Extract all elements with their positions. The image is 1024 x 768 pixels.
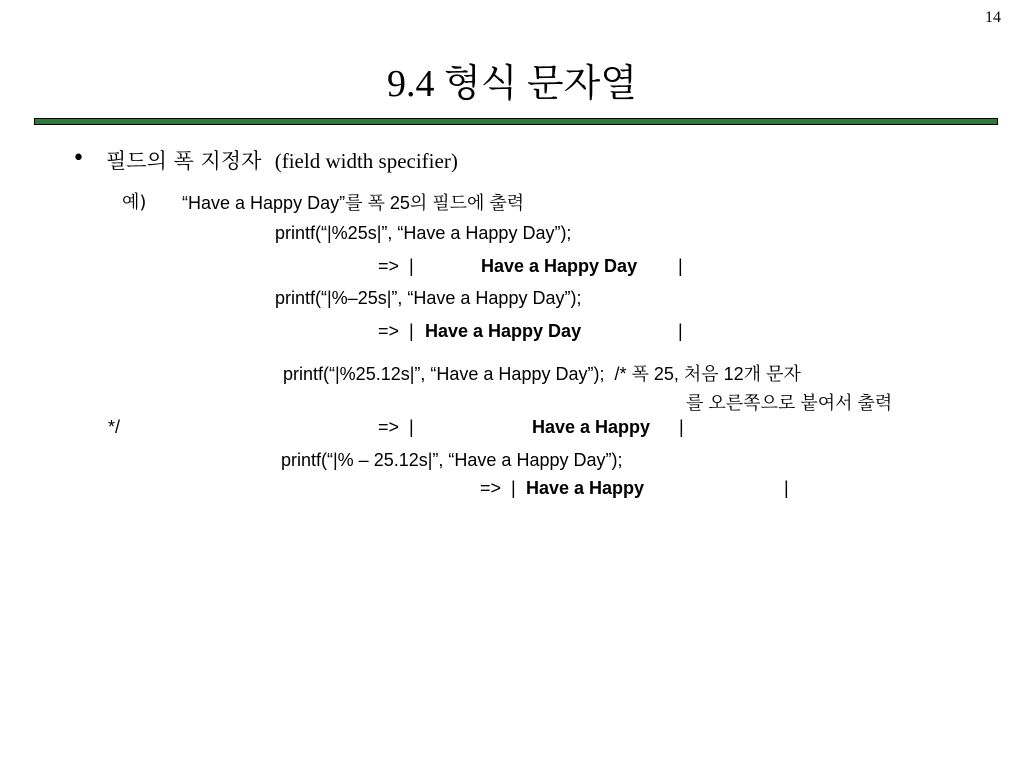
output-suffix-2: | (678, 321, 683, 341)
output-value-1: Have a Happy Day (481, 256, 638, 276)
code-line-2: printf(“|%–25s|”, “Have a Happy Day”); (275, 288, 582, 308)
output-prefix-3: => | (378, 417, 414, 437)
code-line-1: printf(“|%25s|”, “Have a Happy Day”); (275, 223, 572, 243)
example-intro-quote: “ (182, 193, 188, 213)
title-divider (34, 118, 998, 125)
output-value-4: Have a Happy (526, 478, 645, 498)
output-prefix-1: => | (378, 256, 414, 276)
output-value-3: Have a Happy (532, 417, 651, 437)
example-label: 예) (122, 192, 147, 213)
code-line-4: printf(“|% – 25.12s|”, “Have a Happy Day”); (281, 450, 623, 470)
output-suffix-1: | (678, 256, 683, 276)
code-line-3: printf(“|%25.12s|”, “Have a Happy Day”); /* 폭 25, 처음 12개 문자 (283, 364, 801, 384)
example-intro (182, 189, 524, 215)
bullet-text (106, 145, 458, 175)
page-number: 14 (985, 9, 1001, 26)
output-prefix-4: => | (480, 478, 516, 498)
output-prefix-2: => | (378, 321, 414, 341)
output-value-2: Have a Happy Day (425, 321, 582, 341)
output-suffix-3: | (679, 417, 684, 437)
bullet-text-english: (field width specifier) (274, 149, 458, 173)
bullet-text-korean: 필드의 폭 지정자 (106, 149, 262, 173)
output-suffix-4: | (784, 478, 789, 498)
slide-title: 9.4 형식 문자열 (386, 63, 638, 105)
example-intro-text: Have a Happy Day”를 폭 25의 필드에 출력 (188, 193, 525, 213)
comment-close: */ (108, 417, 121, 437)
bullet-marker: • (72, 146, 85, 171)
code-line-3-comment-continuation: 를 오른쪽으로 붙여서 출력 (686, 393, 893, 413)
